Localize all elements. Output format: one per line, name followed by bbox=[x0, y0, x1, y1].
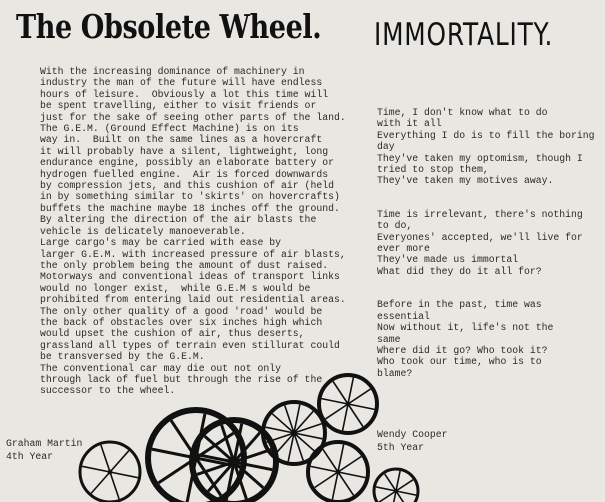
article-line: prohibited from entering laid out residential areas. bbox=[40, 294, 346, 306]
article-line: would no longer exist, while G.E.M s would be bbox=[40, 282, 311, 294]
wheel-hub bbox=[108, 470, 113, 475]
wheel-spoke bbox=[110, 472, 138, 478]
article-line: the back of obstacles over six inches high which bbox=[40, 316, 323, 328]
article-line: way in. Built on the same lines as a hovercraft bbox=[40, 134, 323, 146]
poem-line: Time, I don't know what to do bbox=[377, 107, 548, 118]
article-line: The only other quality of a good 'road' would be bbox=[40, 305, 323, 317]
wheel-spoke bbox=[101, 445, 110, 472]
article-line: hours of leisure. Obviously a lot this time will bbox=[40, 88, 329, 100]
poem-line: They've taken my optomism, though I bbox=[377, 152, 583, 164]
poem-line: They've taken my motives away. bbox=[377, 175, 554, 187]
poem-line: tried to stop them, bbox=[377, 164, 489, 176]
poem-line: day bbox=[377, 141, 395, 153]
wheel bbox=[319, 375, 377, 433]
author-name: Wendy Cooper bbox=[377, 429, 448, 440]
wheel-spoke bbox=[110, 472, 119, 499]
wheel-hub bbox=[336, 470, 341, 475]
poem-line: Now without it, life's not the bbox=[377, 322, 554, 334]
poem-line: Before in the past, time was bbox=[377, 299, 542, 311]
poem-line: to do, bbox=[377, 220, 413, 232]
wheel-spoke bbox=[82, 466, 110, 472]
article-line: it will probably have a silent, lightweight, long bbox=[40, 145, 329, 157]
article-line: just for the sake of seeing other parts of the land. bbox=[40, 111, 346, 123]
wheel-hub bbox=[394, 489, 398, 493]
poem-title: IMMORTALITY. bbox=[374, 17, 554, 53]
article-line: be transversed by the G.E.M. bbox=[40, 351, 205, 363]
wheel bbox=[308, 442, 368, 502]
article-line: through lack of fuel but through the rise of the bbox=[40, 373, 323, 385]
poem-line: same bbox=[377, 333, 401, 345]
poem-line: essential bbox=[377, 310, 430, 322]
poem-line: Time is irrelevant, there's nothing bbox=[377, 208, 583, 220]
article-line: By altering the direction of the air blasts the bbox=[40, 214, 317, 226]
article-title: The Obsolete Wheel. bbox=[16, 7, 322, 46]
article-line: buffets the machine maybe 18 inches off the ground. bbox=[40, 202, 340, 214]
article-line: in by something similar to 'skirts' on hovercrafts) bbox=[40, 191, 340, 203]
wheel bbox=[374, 469, 418, 502]
article-line: The conventional car may die out not only bbox=[40, 362, 282, 374]
article-line: successor to the wheel. bbox=[40, 385, 176, 397]
wheel-rim bbox=[374, 469, 418, 502]
wheel-hub bbox=[346, 402, 351, 407]
author-year: 5th Year bbox=[377, 442, 425, 453]
wheel-spoke bbox=[110, 451, 129, 472]
article-line: industry the man of the future will have endless bbox=[40, 77, 323, 89]
article-line: Large cargo's may be carried with ease by bbox=[40, 237, 282, 249]
article-line: would upset the cushion of air, thus deserts, bbox=[40, 328, 305, 340]
poem-line: Everything I do is to fill the boring bbox=[377, 129, 595, 141]
poem-line: They've made us immortal bbox=[377, 254, 519, 266]
author-year: 4th Year bbox=[6, 451, 54, 462]
wheel bbox=[80, 442, 140, 502]
article-line: larger G.E.M. with increased pressure of air blasts, bbox=[40, 248, 346, 260]
article-line: by compression jets, and this cushion of air (held bbox=[40, 180, 334, 192]
poem-line: What did they do it all for? bbox=[377, 265, 542, 277]
poem-line: Who took our time, who is to bbox=[377, 356, 542, 368]
article-line: grassland all types of terrain even stillurat could bbox=[40, 339, 340, 351]
poem-line: Where did it go? Who took it? bbox=[377, 344, 548, 356]
wheel-hub bbox=[231, 459, 238, 466]
wheel-hub bbox=[292, 431, 297, 436]
poem-line: blame? bbox=[377, 367, 413, 379]
author-name: Graham Martin bbox=[6, 438, 83, 449]
wheel-spoke bbox=[91, 472, 110, 493]
poem-line: Everyones' accepted, we'll live for bbox=[377, 231, 583, 243]
poem-line: ever more bbox=[377, 243, 430, 255]
article-line: endurance engine, possibly an elaborate battery or bbox=[40, 157, 334, 169]
article-line: Motorways and conventional ideas of transport links bbox=[40, 271, 340, 283]
article-line: With the increasing dominance of machinery in bbox=[40, 66, 305, 77]
article-line: be spent travelling, either to visit friends or bbox=[40, 100, 317, 112]
article-line: the only problem being the amount of dust raised. bbox=[40, 259, 329, 271]
article-line: The G.E.M. (Ground Effect Machine) is on its bbox=[40, 123, 299, 135]
article-line: vehicle is delicately manoeverable. bbox=[40, 225, 246, 237]
poem-line: with it all bbox=[377, 118, 442, 130]
article-line: hydrogen fuelled engine. Air is forced downwards bbox=[40, 168, 329, 180]
